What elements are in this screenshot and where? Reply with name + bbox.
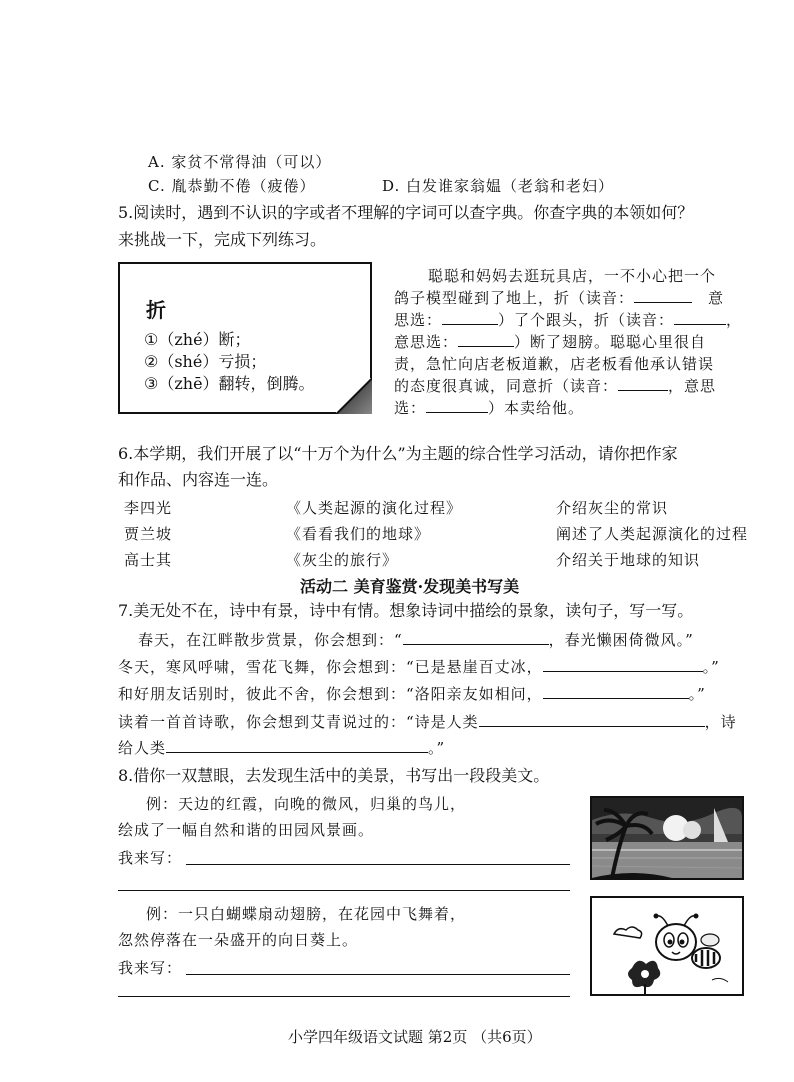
content-item[interactable]: 阐述了人类起源演化的过程 [556, 525, 749, 543]
author-item[interactable]: 李四光 [124, 499, 173, 517]
card-definition-2: ②（shé）亏损； [144, 352, 267, 371]
passage-line-7: 选： ）本卖给他。 [394, 399, 585, 417]
q6-prompt-line2: 和作品、内容连一连。 [118, 470, 279, 489]
poem-blank-4[interactable] [479, 712, 705, 727]
card-character: 折 [146, 298, 166, 322]
page-footer: 小学四年级语文试题 第2页 （共6页） [288, 1028, 542, 1046]
content-item[interactable]: 介绍关于地球的知识 [556, 551, 701, 569]
q7-prompt: 7.美无处不在，诗中有景，诗中有情。想象诗词中描绘的景象，读句子，写一写。 [118, 601, 694, 620]
writing-line[interactable] [118, 890, 570, 891]
work-item[interactable]: 《人类起源的演化过程》 [286, 499, 463, 517]
q4-option-c: C. 胤恭勤不倦（疲倦） [148, 177, 316, 195]
writing-line[interactable] [186, 974, 570, 975]
work-item[interactable]: 《看看我们的地球》 [286, 525, 431, 543]
write-label-2: 我来写： [118, 959, 183, 977]
q8-example-1-line2: 绘成了一幅自然和谐的田园风景画。 [118, 821, 375, 839]
passage-line-4: 意思选： ）断了翅膀。聪聪心里很自 [394, 333, 707, 351]
dictionary-card [118, 262, 372, 414]
q7-line-spring: 春天，在江畔散步赏景，你会想到：“ ，春光懒困倚微风。” [138, 631, 694, 649]
author-item[interactable]: 高士其 [124, 551, 173, 569]
content-item[interactable]: 介绍灰尘的常识 [556, 499, 669, 517]
q4-option-a: A. 家贫不常得油（可以） [148, 153, 332, 171]
q7-line-poetry-cont: 给人类 。” [118, 739, 446, 757]
card-definition-3: ③（zhē）翻转，倒腾。 [144, 374, 315, 393]
pinyin-blank-1[interactable] [634, 288, 692, 303]
passage-line-3: 思选： ）了个跟头，折（读音： ， [394, 311, 743, 329]
q8-example-2-line2: 忽然停落在一朵盛开的向日葵上。 [118, 931, 359, 949]
poem-blank-1[interactable] [403, 630, 549, 645]
passage-line-1: 聪聪和妈妈去逛玩具店，一不小心把一个 [428, 267, 717, 285]
meaning-blank-1[interactable] [442, 310, 498, 325]
q8-example-1-line1: 例：天边的红霞，向晚的微风，归巢的鸟儿， [146, 795, 467, 813]
meaning-blank-3[interactable] [426, 398, 488, 413]
writing-line[interactable] [186, 864, 570, 865]
page-curl-corner [336, 378, 372, 414]
q8-example-2-line1: 例：一只白蝴蝶扇动翅膀，在花园中飞舞着， [146, 905, 467, 923]
q6-prompt-line1: 6.本学期，我们开展了以“十万个为什么”为主题的综合性学习活动，请你把作家 [118, 444, 678, 463]
pinyin-blank-2[interactable] [674, 310, 726, 325]
activity-heading: 活动二 美育鉴赏·发现美书写美 [300, 577, 520, 596]
bee-flower-illustration [590, 896, 744, 996]
q8-prompt: 8.借你一双慧眼，去发现生活中的美景，书写出一段段美文。 [118, 766, 550, 785]
seaside-sunset-illustration [590, 796, 744, 880]
q7-line-poetry: 读着一首首诗歌，你会想到艾青说过的：“诗是人类 ，诗 [118, 713, 737, 731]
card-definition-1: ①（zhé）断； [144, 330, 251, 349]
q4-option-d: D. 白发谁家翁媪（老翁和老妇） [382, 177, 615, 195]
passage-line-2: 鸽子模型碰到了地上，折（读音： 意 [394, 289, 725, 307]
q7-line-winter: 冬天，寒风呼啸，雪花飞舞，你会想到：“已是悬崖百丈冰， 。” [118, 658, 720, 676]
q5-prompt-line1: 5.阅读时，遇到不认识的字或者不理解的字词可以查字典。你查字典的本领如何？ [118, 203, 694, 222]
poem-blank-3[interactable] [543, 684, 689, 699]
q5-prompt-line2: 来挑战一下，完成下列练习。 [118, 230, 327, 249]
write-label-1: 我来写： [118, 849, 183, 867]
author-item[interactable]: 贾兰坡 [124, 525, 173, 543]
passage-line-6: 的态度很真诚，同意折（读音： ，意思 [394, 377, 717, 395]
work-item[interactable]: 《灰尘的旅行》 [286, 551, 399, 569]
passage-line-5: 责，急忙向店老板道歉，店老板看他承认错误 [394, 355, 715, 373]
writing-line[interactable] [118, 996, 570, 997]
q7-line-farewell: 和好朋友话别时，彼此不舍，你会想到：“洛阳亲友如相问， 。” [118, 685, 706, 703]
poem-blank-2[interactable] [543, 657, 703, 672]
poem-blank-5[interactable] [166, 738, 428, 753]
pinyin-blank-3[interactable] [618, 376, 668, 391]
meaning-blank-2[interactable] [458, 332, 514, 347]
